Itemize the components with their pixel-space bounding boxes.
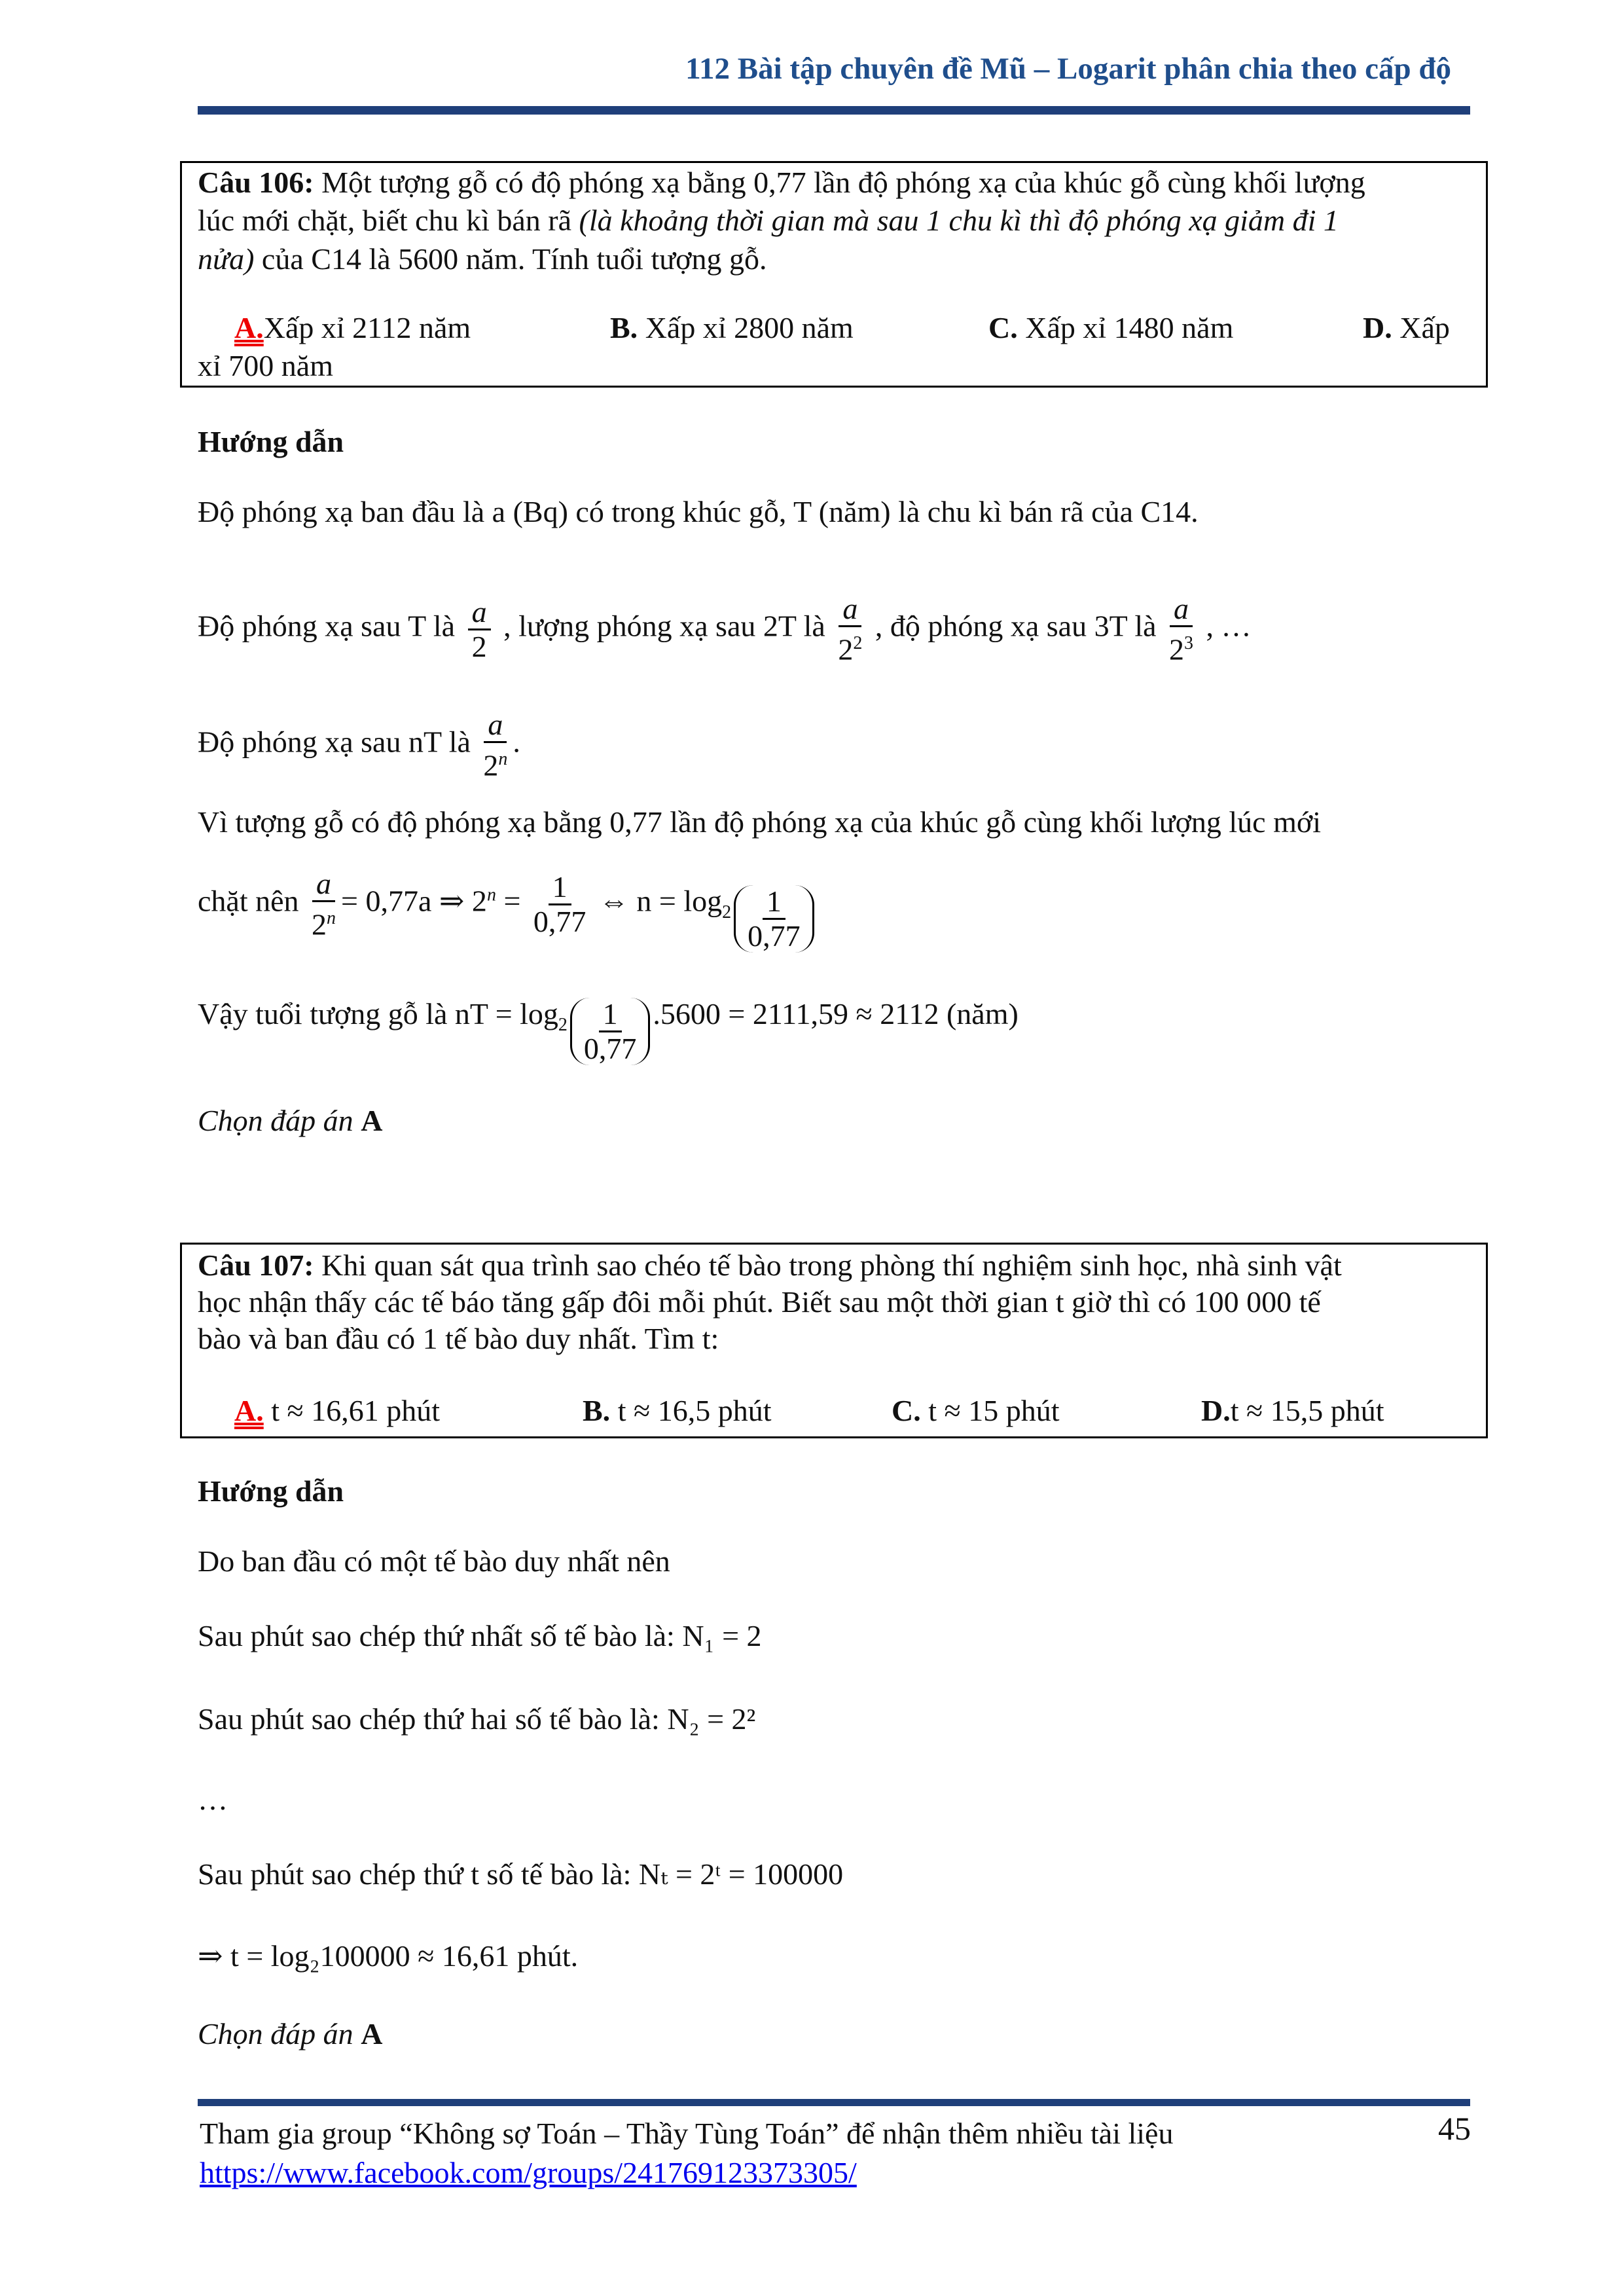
footer-text: Tham gia group “Không sợ Toán – Thầy Tùng Toán” để nhận thêm nhiều tài liệu xyxy=(200,2117,1174,2150)
q107-option-d xyxy=(1201,1392,1384,1430)
page-number: 45 xyxy=(1438,2110,1471,2147)
option-text: t ≈ 16,61 phút xyxy=(263,1394,441,1427)
parenthesis xyxy=(734,885,814,953)
sol107-line5: Sau phút sao chép thứ t số tế bào là: Nₜ = 2ᵗ = 100000 xyxy=(198,1857,844,1891)
sol106-line6: Vậy tuổi tượng gỗ là nT = $\log_2$ $\frac{1}{0,77}$ .5600 = 2111,59 ≈ 2112 (năm) xyxy=(198,997,1019,1065)
sol107-line3: Sau phút sao chép thứ hai số tế bào là: N₂ = 2² xyxy=(198,1702,756,1736)
q107-line2: học nhận thấy các tế báo tăng gấp đôi mỗi phút. Biết sau một thời gian t giờ thì có 100 000 tế xyxy=(198,1285,1321,1319)
option-text: t ≈ 16,5 phút xyxy=(610,1394,772,1427)
q106-label: Câu 106: xyxy=(198,166,314,199)
sol107-line1: Do ban đầu có một tế bào duy nhất nên xyxy=(198,1544,670,1578)
footer-rule xyxy=(198,2099,1470,2106)
text: chặt nên xyxy=(198,884,299,918)
q106-option-d-wrap: xỉ 700 năm xyxy=(198,349,333,382)
fraction-a-over-2: $\frac{a}{2}$ xyxy=(468,596,491,663)
option-key: B. xyxy=(583,1394,611,1427)
sol106-choose: Chọn đáp án A xyxy=(198,1104,383,1137)
q107-option-a xyxy=(234,1392,440,1430)
option-text: Xấp xỉ 2800 năm xyxy=(638,311,854,344)
fraction-1-over-077: $\frac{1}{0,77}$ xyxy=(748,884,801,953)
q106-text: của C14 là 5600 năm. Tính tuổi tượng gỗ. xyxy=(254,242,767,276)
q107-option-c xyxy=(892,1392,1060,1430)
text: Khi quan sát qua trình sao chéo tế bào trong phòng thí nghiệm sinh học, nhà sinh vật xyxy=(314,1248,1342,1282)
fraction-a-over-2-n: $\frac{a}{2^n}$ xyxy=(312,867,336,941)
text: = 0,77a ⇒ 2 xyxy=(341,884,487,918)
text: Độ phóng xạ sau T là xyxy=(198,609,456,643)
q106-italic: (là khoảng thời gian mà sau 1 chu kì thì độ phóng xạ giảm đi 1 xyxy=(579,204,1339,237)
text: = xyxy=(496,884,521,918)
solution-107-heading: Hướng dẫn xyxy=(198,1474,344,1508)
option-key: B. xyxy=(610,311,638,344)
option-key: C. xyxy=(988,311,1018,344)
q106-text: lúc mới chặt, biết chu kì bán rã xyxy=(198,204,579,237)
q107-line3: bào và ban đầu có 1 tế bào duy nhất. Tìm t: xyxy=(198,1322,719,1355)
sol106-line4: Vì tượng gỗ có độ phóng xạ bằng 0,77 lần độ phóng xạ của khúc gỗ cùng khối lượng lúc mới xyxy=(198,805,1321,839)
q106-line3 xyxy=(198,240,767,278)
q106-option-a xyxy=(234,309,471,347)
fraction-a-over-2-cubed: $\frac{a}{2^3}$ xyxy=(1169,592,1194,666)
sol107-line4: … xyxy=(198,1783,228,1816)
sol106-line1: Độ phóng xạ ban đầu là a (Bq) có trong khúc gỗ, T (năm) là chu kì bán rã của C14. xyxy=(198,495,1199,528)
text: , lượng phóng xạ sau 2T là xyxy=(503,609,825,643)
q106-italic: nửa) xyxy=(198,242,255,276)
fraction-a-over-2-squared: $\frac{a}{2^2}$ xyxy=(838,592,863,666)
text: , … xyxy=(1206,609,1252,643)
sol107-choose: Chọn đáp án A xyxy=(198,2017,383,2050)
q106-text: Một tượng gỗ có độ phóng xạ bằng 0,77 lần độ phóng xạ của khúc gỗ cùng khối lượng xyxy=(314,166,1365,199)
sol107-line2: Sau phút sao chép thứ nhất số tế bào là: N₁ = 2 xyxy=(198,1619,762,1652)
text: , độ phóng xạ sau 3T là xyxy=(875,609,1157,643)
option-text: Xấp xỉ 2112 năm xyxy=(263,311,471,344)
parenthesis xyxy=(570,998,651,1065)
q106-line1 xyxy=(198,164,1365,202)
sol107-line6: ⇒ t = log₂100000 ≈ 16,61 phút. xyxy=(198,1939,579,1973)
option-key: D. xyxy=(1201,1394,1231,1427)
option-text: t ≈ 15,5 phút xyxy=(1230,1394,1384,1427)
header-rule xyxy=(198,106,1470,115)
text: .5600 = 2111,59 ≈ 2112 (năm) xyxy=(653,997,1019,1030)
q107-label: Câu 107: xyxy=(198,1248,314,1282)
fraction-1-over-077: $\frac{1}{0,77}$ xyxy=(533,869,586,938)
option-text: Xấp xyxy=(1392,311,1450,344)
text: Vậy tuổi tượng gỗ là nT = log xyxy=(198,997,558,1030)
text: Độ phóng xạ sau nT là xyxy=(198,725,471,759)
text: ⇔ n = log xyxy=(598,884,723,918)
option-key: A. xyxy=(234,1394,264,1427)
footer-group-link[interactable]: https://www.facebook.com/groups/241769123373305/ xyxy=(200,2156,857,2189)
sol106-line5: chặt nên $\frac{a}{2^n}$ = 0,77a ⇒ $2^n$ = $\frac{1}{0,77}$ ⇔ $n = \log_2$ $\frac{1}{0,77}$ xyxy=(198,867,817,953)
q107-line1 xyxy=(198,1247,1342,1285)
option-key: C. xyxy=(892,1394,921,1427)
page-header-title: 112 Bài tập chuyên đề Mũ – Logarit phân chia theo cấp độ xyxy=(685,52,1451,86)
option-text: t ≈ 15 phút xyxy=(920,1394,1060,1427)
fraction-a-over-2-n: $\frac{a}{2^n}$ xyxy=(483,708,508,782)
fraction-1-over-077: $\frac{1}{0,77}$ xyxy=(583,997,637,1065)
q106-option-b xyxy=(610,309,854,347)
q107-option-b xyxy=(583,1392,772,1430)
sol106-line3: Độ phóng xạ sau nT là $\frac{a}{2^n}$ . xyxy=(198,708,520,782)
q106-option-d xyxy=(1363,309,1450,347)
sol106-line2 xyxy=(198,592,1252,666)
option-key: A. xyxy=(234,311,264,344)
option-key: D. xyxy=(1363,311,1392,344)
q106-option-c xyxy=(988,309,1233,347)
q106-line2 xyxy=(198,202,1339,240)
solution-106-heading: Hướng dẫn xyxy=(198,425,344,458)
option-text: Xấp xỉ 1480 năm xyxy=(1017,311,1234,344)
